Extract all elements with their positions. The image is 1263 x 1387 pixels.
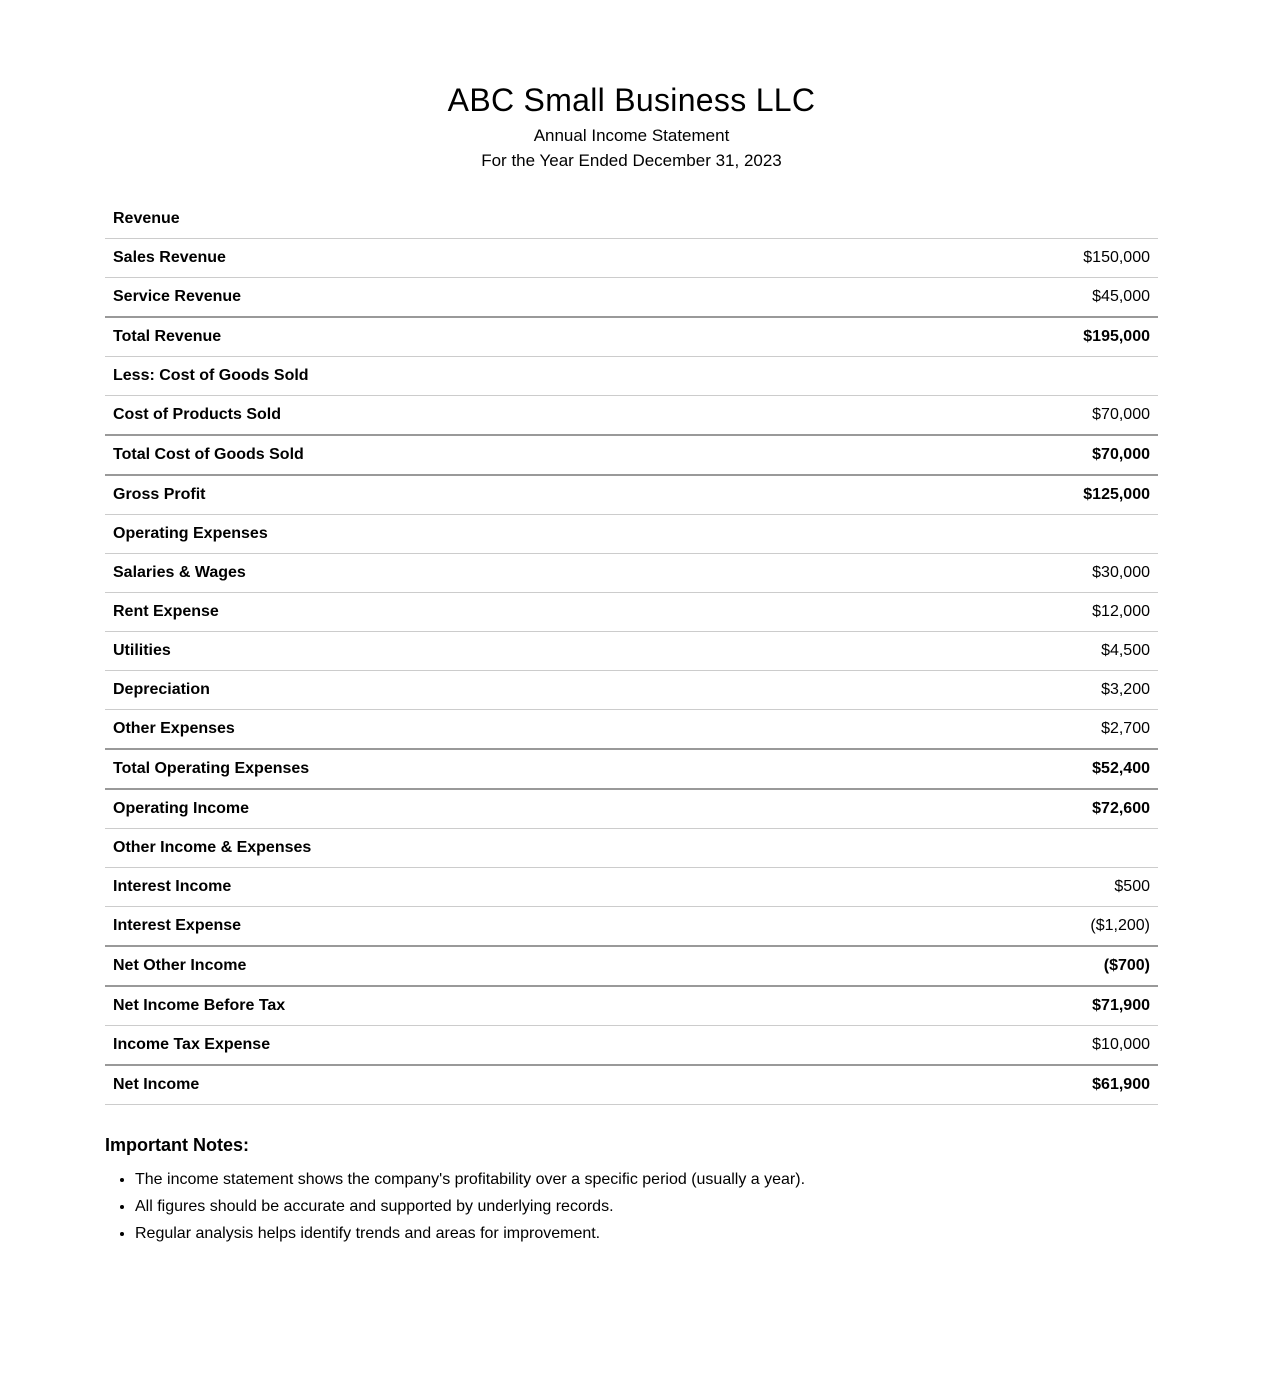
line-item-row xyxy=(105,554,1158,593)
row-label: Total Cost of Goods Sold xyxy=(105,435,865,475)
row-label: Utilities xyxy=(105,632,865,671)
notes-list xyxy=(105,1166,1158,1247)
company-name: ABC Small Business LLC xyxy=(447,82,816,118)
row-label: Rent Expense xyxy=(105,593,865,632)
row-label: Operating Income xyxy=(105,789,865,829)
row-amount: $125,000 xyxy=(865,475,1158,515)
row-amount xyxy=(865,357,1158,396)
row-amount xyxy=(865,515,1158,554)
row-label: Salaries & Wages xyxy=(105,554,865,593)
row-label: Sales Revenue xyxy=(105,239,865,278)
total-row xyxy=(105,317,1158,357)
row-label: Net Income xyxy=(105,1065,865,1105)
row-amount: $70,000 xyxy=(865,396,1158,436)
row-amount: $12,000 xyxy=(865,593,1158,632)
row-label: Gross Profit xyxy=(105,475,865,515)
section-header-row xyxy=(105,200,1158,239)
line-item-row xyxy=(105,396,1158,436)
row-amount: $45,000 xyxy=(865,278,1158,318)
statement-header xyxy=(105,82,1158,173)
row-amount: $61,900 xyxy=(865,1065,1158,1105)
row-amount: $2,700 xyxy=(865,710,1158,750)
line-item-row xyxy=(105,239,1158,278)
row-label: Other Income & Expenses xyxy=(105,829,865,868)
row-label: Total Operating Expenses xyxy=(105,749,865,789)
income-statement-table xyxy=(105,200,1158,1105)
total-row xyxy=(105,749,1158,789)
row-amount: ($700) xyxy=(865,946,1158,986)
line-item-row xyxy=(105,868,1158,907)
row-label: Interest Income xyxy=(105,868,865,907)
row-amount: $10,000 xyxy=(865,1026,1158,1066)
row-label: Net Other Income xyxy=(105,946,865,986)
statement-period: For the Year Ended December 31, 2023 xyxy=(481,151,782,170)
line-item-row xyxy=(105,593,1158,632)
row-label: Depreciation xyxy=(105,671,865,710)
section-header-row xyxy=(105,357,1158,396)
total-row xyxy=(105,435,1158,475)
total-row xyxy=(105,946,1158,986)
row-label: Operating Expenses xyxy=(105,515,865,554)
total-row xyxy=(105,1065,1158,1105)
row-label: Revenue xyxy=(105,200,865,239)
notes-title: Important Notes: xyxy=(105,1135,249,1155)
row-label: Net Income Before Tax xyxy=(105,986,865,1026)
row-label: Total Revenue xyxy=(105,317,865,357)
row-amount: $71,900 xyxy=(865,986,1158,1026)
total-row xyxy=(105,475,1158,515)
row-amount: ($1,200) xyxy=(865,907,1158,947)
line-item-row xyxy=(105,278,1158,318)
row-label: Interest Expense xyxy=(105,907,865,947)
row-amount: $150,000 xyxy=(865,239,1158,278)
line-item-row xyxy=(105,907,1158,947)
note-item: • All figures should be accurate and supported by underlying records. xyxy=(135,1193,1158,1220)
row-label: Income Tax Expense xyxy=(105,1026,865,1066)
line-item-row xyxy=(105,671,1158,710)
row-amount: $52,400 xyxy=(865,749,1158,789)
statement-name: Annual Income Statement xyxy=(533,126,730,145)
note-item: • The income statement shows the company's profitability over a specific period (usually a year). xyxy=(135,1166,1158,1193)
row-amount: $70,000 xyxy=(865,435,1158,475)
row-amount: $3,200 xyxy=(865,671,1158,710)
row-label: Other Expenses xyxy=(105,710,865,750)
section-header-row xyxy=(105,829,1158,868)
row-amount xyxy=(865,200,1158,239)
row-amount: $500 xyxy=(865,868,1158,907)
total-row xyxy=(105,986,1158,1026)
row-amount xyxy=(865,829,1158,868)
row-amount: $72,600 xyxy=(865,789,1158,829)
row-amount: $4,500 xyxy=(865,632,1158,671)
section-header-row xyxy=(105,515,1158,554)
line-item-row xyxy=(105,1026,1158,1066)
total-row xyxy=(105,789,1158,829)
line-item-row xyxy=(105,632,1158,671)
row-amount: $30,000 xyxy=(865,554,1158,593)
income-statement-page xyxy=(105,0,1158,1247)
note-item: • Regular analysis helps identify trends and areas for improvement. xyxy=(135,1220,1158,1247)
row-label: Cost of Products Sold xyxy=(105,396,865,436)
row-label: Service Revenue xyxy=(105,278,865,318)
row-label: Less: Cost of Goods Sold xyxy=(105,357,865,396)
statement-body xyxy=(105,200,1158,1105)
row-amount: $195,000 xyxy=(865,317,1158,357)
line-item-row xyxy=(105,710,1158,750)
notes-section xyxy=(105,1135,1158,1247)
